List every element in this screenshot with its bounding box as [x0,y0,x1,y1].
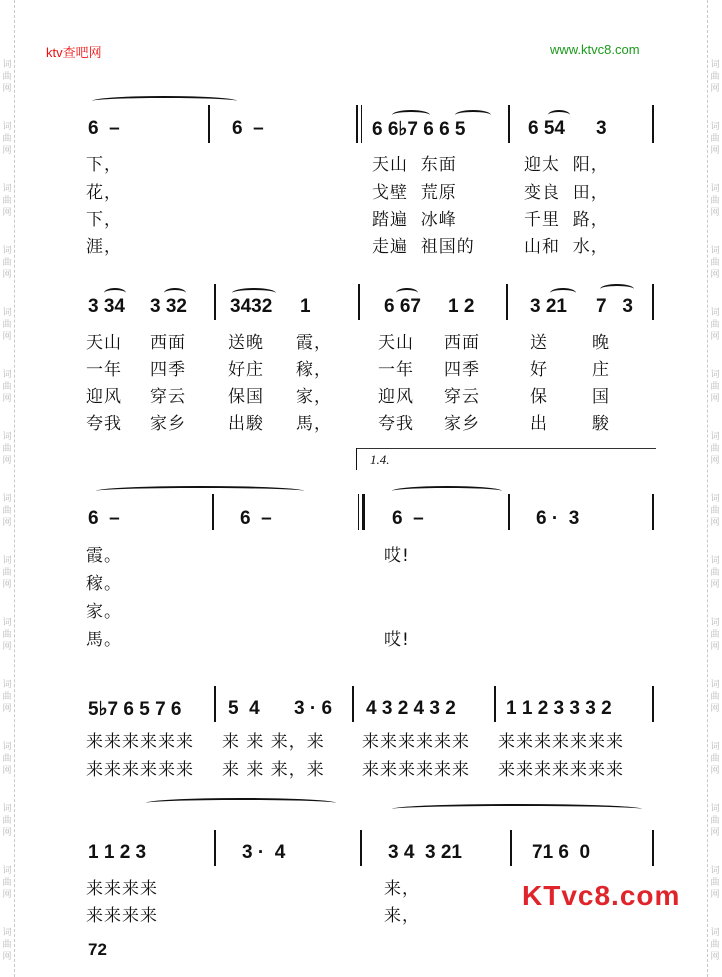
repeat-bar [362,494,365,530]
side-watermark-glyph: 网 [710,952,720,962]
side-watermark-glyph: 曲 [710,568,720,578]
side-watermark-glyph: 网 [2,952,12,962]
lyric-syllable: 来， [384,906,420,926]
lyric-syllable: 西面 [150,333,186,353]
side-watermark-glyph: 词 [2,866,12,876]
side-watermark-glyph: 曲 [2,258,12,268]
repeat-bar [358,494,359,530]
lyric-syllable: 穿云 [444,387,480,407]
side-watermark-glyph: 网 [2,394,12,404]
side-watermark-glyph: 词 [710,370,720,380]
side-watermark-glyph: 曲 [710,878,720,888]
bar-line [506,284,508,320]
lyric-syllable: 西面 [444,333,480,353]
side-watermark-glyph: 网 [2,642,12,652]
note-group: 6 – [88,118,120,139]
lyric-syllable: 来 来 来，来 [222,760,325,780]
side-watermark-glyph: 词 [2,556,12,566]
lyric-syllable: 稼， [296,360,332,380]
note-group: 4 3 2 4 3 2 [366,698,456,719]
header-site-right: www.ktvc8.com [550,42,640,57]
note-group: 3 21 [530,296,567,317]
side-watermark-glyph: 网 [710,208,720,218]
note-group: 7 3 [596,296,633,317]
lyric-syllable: 花， [86,183,122,203]
note-group: 5♭7 6 5 7 6 [88,699,182,720]
lyric-syllable: 踏遍 冰峰 [372,210,457,230]
side-watermark-glyph: 曲 [2,630,12,640]
side-watermark-glyph: 词 [2,246,12,256]
note-group: 6 54 [528,118,565,139]
lyric-syllable: 来来来来来来 [86,732,194,752]
lyric-syllable: 保 [530,387,548,407]
side-watermark-glyph: 词 [2,928,12,938]
note-group: 1 1 2 3 [88,842,147,863]
side-watermark-glyph: 曲 [2,568,12,578]
site-logo: KTvc8.com [522,880,681,911]
bar-line [214,686,216,722]
side-watermark-glyph: 词 [2,60,12,70]
side-watermark-glyph: 网 [710,394,720,404]
side-watermark-glyph: 网 [2,766,12,776]
side-watermark-glyph: 曲 [2,506,12,516]
side-watermark-glyph: 网 [710,704,720,714]
side-watermark-glyph: 词 [2,494,12,504]
side-watermark-glyph: 曲 [710,72,720,82]
side-watermark-glyph: 词 [710,804,720,814]
side-watermark-glyph: 词 [2,742,12,752]
note-group: 3 4 3 21 [388,842,462,863]
tie-mark [96,486,304,496]
side-watermark-glyph: 词 [710,494,720,504]
side-watermark-glyph: 词 [2,804,12,814]
lyric-syllable: 天山 [86,333,122,353]
note-group: 5 4 [228,698,260,719]
note-group: 6 – [392,508,424,529]
side-watermark-glyph: 网 [2,270,12,280]
side-watermark-glyph: 词 [710,432,720,442]
note-group: 1 2 [448,296,475,317]
side-watermark-glyph: 曲 [710,382,720,392]
bar-line [214,284,216,320]
side-watermark-glyph: 网 [2,146,12,156]
side-watermark-glyph: 网 [2,208,12,218]
side-watermark-glyph: 曲 [2,196,12,206]
side-watermark-glyph: 网 [710,456,720,466]
lyric-syllable: 走遍 祖国的 [372,237,475,257]
bar-line [508,105,510,143]
bar-line [356,448,357,470]
lyric-syllable: 国 [592,387,610,407]
lyric-syllable: 家乡 [444,414,480,434]
lyric-syllable: 家， [296,387,332,407]
side-watermark-glyph: 词 [2,184,12,194]
side-watermark-glyph: 网 [2,456,12,466]
lyric-syllable: 家乡 [150,414,186,434]
slur-mark [600,284,634,294]
side-watermark-glyph: 曲 [710,630,720,640]
bar-line [358,284,360,320]
bar-line [352,686,354,722]
lyric-syllable: 来来来来来来 [362,760,470,780]
lyric-syllable: 山和 水， [524,237,609,257]
side-watermark-glyph: 网 [710,580,720,590]
lyric-syllable: 天山 [378,333,414,353]
side-watermark-glyph: 曲 [2,816,12,826]
lyric-syllable: 来来来来来来 [362,732,470,752]
tie-mark [392,804,642,814]
bar-line [208,105,210,143]
bar-line [214,830,216,866]
lyric-syllable: 庄 [592,360,610,380]
side-watermark-glyph: 网 [2,890,12,900]
lyric-syllable: 馬。 [86,630,122,650]
side-watermark-glyph: 曲 [710,134,720,144]
side-watermark-glyph: 网 [710,84,720,94]
lyric-syllable: 哎! [384,630,410,650]
lyric-syllable: 迎风 [378,387,414,407]
lyric-syllable: 好庄 [228,360,264,380]
bar-line [212,494,214,530]
note-group: 71 6 0 [532,842,591,863]
side-watermark-glyph: 曲 [2,444,12,454]
side-watermark-glyph: 词 [710,742,720,752]
side-watermark-glyph: 网 [2,518,12,528]
lyric-syllable: 来来来来来来 [86,760,194,780]
lyric-syllable: 四季 [150,360,186,380]
side-watermark-glyph: 网 [710,332,720,342]
note-group: 6 – [232,118,264,139]
side-watermark-glyph: 曲 [710,940,720,950]
lyric-syllable: 下， [86,210,122,230]
side-watermark-glyph: 网 [2,580,12,590]
lyric-syllable: 霞。 [86,546,122,566]
lyric-syllable: 来来来来来来来 [498,760,624,780]
lyric-syllable: 戈壁 荒原 [372,183,457,203]
side-watermark-glyph: 词 [710,246,720,256]
volta-bracket [356,448,656,469]
side-watermark-glyph: 词 [2,370,12,380]
side-watermark-glyph: 网 [710,642,720,652]
lyric-syllable: 出 [530,414,548,434]
side-watermark-glyph: 词 [2,122,12,132]
lyric-syllable: 下， [86,155,122,175]
note-group: 6 67 [384,296,421,317]
side-watermark-glyph: 曲 [710,320,720,330]
side-watermark-glyph: 词 [710,618,720,628]
lyric-syllable: 一年 [86,360,122,380]
lyric-syllable: 駿 [592,414,610,434]
lyric-syllable: 变良 田， [524,183,609,203]
lyric-syllable: 好 [530,360,548,380]
side-watermark-glyph: 词 [710,928,720,938]
header-site-left: ktv查吧网 [46,45,102,60]
lyric-syllable: 夸我 [86,414,122,434]
lyric-syllable: 家。 [86,602,122,622]
bar-line [508,494,510,530]
tie-mark [92,96,237,106]
side-watermark-glyph: 词 [2,432,12,442]
side-watermark-glyph: 词 [2,680,12,690]
side-watermark-glyph: 网 [710,828,720,838]
side-watermark-glyph: 曲 [2,134,12,144]
note-group: 3 34 [88,296,125,317]
bar-line [360,830,362,866]
lyric-syllable: 来 来 来，来 [222,732,325,752]
lyric-syllable: 来来来来来来来 [498,732,624,752]
side-watermark-glyph: 网 [710,518,720,528]
lyric-syllable: 迎太 阳， [524,155,609,175]
note-group: 6 – [240,508,272,529]
bar-line [652,105,654,143]
bar-line [510,830,512,866]
side-watermark-glyph: 曲 [2,940,12,950]
side-watermark-glyph: 曲 [2,382,12,392]
side-watermark-glyph: 网 [710,270,720,280]
lyric-syllable: 千里 路， [524,210,609,230]
side-watermark-glyph: 曲 [710,196,720,206]
side-watermark-glyph: 曲 [710,816,720,826]
page-number: 72 [88,940,107,959]
bar-line [361,105,362,143]
side-watermark-glyph: 曲 [2,754,12,764]
trill-mark [392,486,502,496]
note-group: 1 [300,296,311,317]
lyric-syllable: 霞， [296,333,332,353]
lyric-syllable: 四季 [444,360,480,380]
lyric-syllable: 来， [384,879,420,899]
lyric-syllable: 来来来来 [86,906,158,926]
note-group: 1 1 2 3 3 3 2 [506,698,612,719]
volta-label: 1.4. [370,452,390,467]
side-watermark-glyph: 词 [2,308,12,318]
side-watermark-glyph: 曲 [710,258,720,268]
side-watermark-glyph: 词 [710,866,720,876]
side-watermark-glyph: 词 [2,618,12,628]
note-group: 3 32 [150,296,187,317]
side-watermark-glyph: 网 [710,146,720,156]
side-watermark-glyph: 曲 [710,692,720,702]
lyric-syllable: 穿云 [150,387,186,407]
side-watermark-glyph: 曲 [2,692,12,702]
side-watermark-glyph: 曲 [710,444,720,454]
note-group: 3432 [230,296,273,317]
tie-mark [146,798,336,808]
side-watermark-glyph: 曲 [2,72,12,82]
side-watermark-glyph: 网 [2,332,12,342]
lyric-syllable: 出駿 [228,414,264,434]
side-watermark-glyph: 网 [710,890,720,900]
lyric-syllable: 涯， [86,237,122,257]
lyric-syllable: 夸我 [378,414,414,434]
lyric-syllable: 送 [530,333,548,353]
note-group: 6 · 3 [536,508,580,529]
note-group: 3 [596,118,607,139]
lyric-syllable: 天山 东面 [372,155,457,175]
side-watermark-glyph: 词 [710,308,720,318]
side-watermark-glyph: 网 [2,704,12,714]
note-group: 6 – [88,508,120,529]
lyric-syllable: 送晚 [228,333,264,353]
side-watermark-glyph: 词 [710,184,720,194]
note-group: 6 6♭7 6 6 5 [372,119,466,140]
bar-line [356,105,358,143]
side-watermark-glyph: 词 [710,60,720,70]
note-group: 3 · 6 [294,698,333,719]
lyric-syllable: 迎风 [86,387,122,407]
lyric-syllable: 来来来来 [86,879,158,899]
side-watermark-glyph: 网 [2,828,12,838]
lyric-syllable: 哎! [384,546,410,566]
note-group: 3 · 4 [242,842,286,863]
lyric-syllable: 一年 [378,360,414,380]
side-watermark-glyph: 曲 [2,878,12,888]
side-watermark-glyph: 词 [710,680,720,690]
side-watermark-glyph: 曲 [2,320,12,330]
bar-line [652,494,654,530]
side-watermark-glyph: 词 [710,122,720,132]
lyric-syllable: 晚 [592,333,610,353]
side-watermark-glyph: 曲 [710,754,720,764]
lyric-syllable: 稼。 [86,574,122,594]
bar-line [652,284,654,320]
side-watermark-glyph: 词 [710,556,720,566]
bar-line [652,686,654,722]
lyric-syllable: 馬， [296,414,332,434]
side-watermark-glyph: 网 [2,84,12,94]
bar-line [494,686,496,722]
bar-line [652,830,654,866]
lyric-syllable: 保国 [228,387,264,407]
side-watermark-glyph: 曲 [710,506,720,516]
side-watermark-glyph: 网 [710,766,720,776]
